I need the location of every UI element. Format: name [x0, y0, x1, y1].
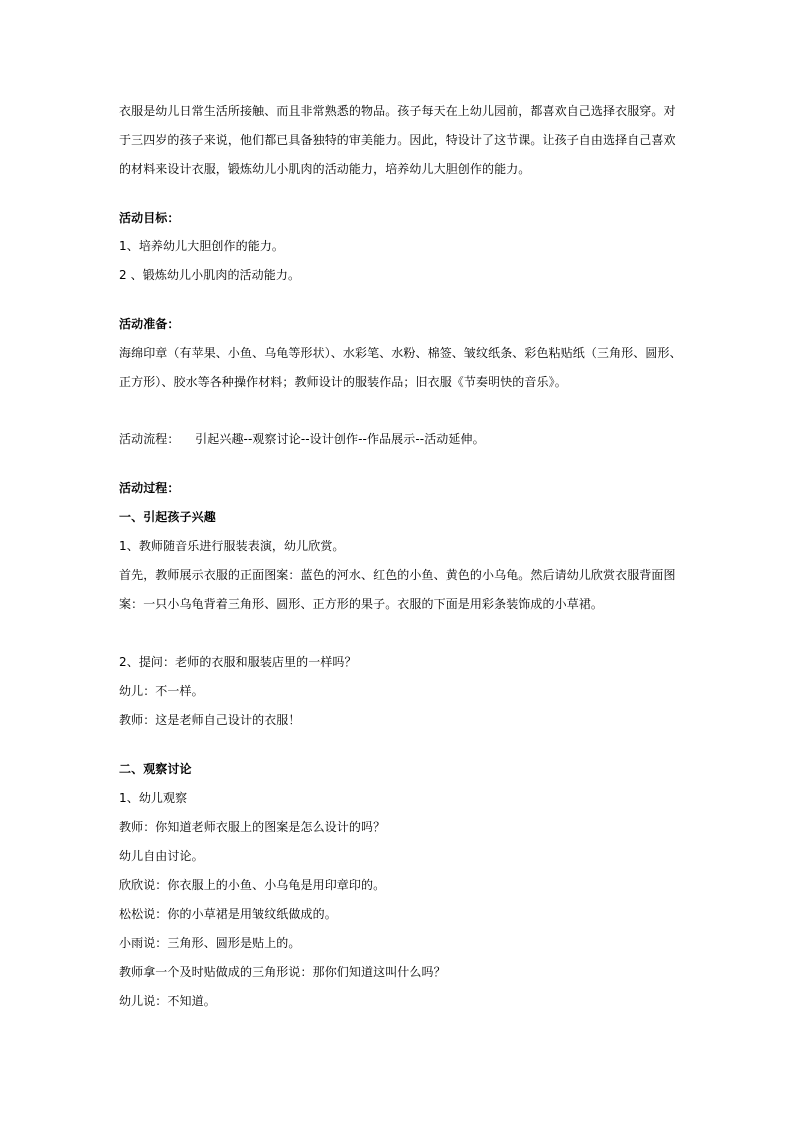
section-line: 1、幼儿观察	[119, 791, 188, 805]
section-line: 松松说：你的小草裙是用皱纹纸做成的。	[119, 907, 337, 921]
goal-item: 1、培养幼儿大胆创作的能力。	[119, 239, 285, 253]
section-line: 小雨说：三角形、圆形是贴上的。	[119, 936, 301, 950]
section-line: 首先，教师展示衣服的正面图案：蓝色的河水、红色的小鱼、黄色的小乌龟。然后请幼儿欣赏衣服背面图	[119, 568, 676, 582]
section-line: 欣欣说：你衣服上的小鱼、小乌龟是用印章印的。	[119, 878, 386, 892]
intro-line: 衣服是幼儿日常生活所接触、而且非常熟悉的物品。孩子每天在上幼儿园前，都喜欢自己选择衣服穿。对	[119, 104, 676, 118]
dialog-line: 教师：这是老师自己设计的衣服！	[119, 713, 301, 727]
section-line: 幼儿说：不知道。	[119, 994, 216, 1008]
section-line: 幼儿自由讨论。	[119, 849, 204, 863]
prep-line: 海绵印章（有苹果、小鱼、乌龟等形状）、水彩笔、水粉、棉签、皱纹纸条、彩色粘贴纸（三角形、圆形、	[119, 346, 682, 360]
intro-line: 的材料来设计衣服，锻炼幼儿小肌肉的活动能力，培养幼儿大胆创作的能力。	[119, 162, 531, 176]
process-heading: 活动过程：	[119, 481, 180, 495]
section-line: 1、教师随音乐进行服装表演，幼儿欣赏。	[119, 539, 345, 553]
flow-line: 活动流程： 引起兴趣--观察讨论--设计创作--作品展示--活动延伸。	[119, 432, 485, 446]
goals-heading: 活动目标：	[119, 211, 180, 225]
goal-item: 2 、锻炼幼儿小肌肉的活动能力。	[119, 268, 301, 282]
dialog-line: 2、提问：老师的衣服和服装店里的一样吗？	[119, 655, 357, 669]
section-line: 教师拿一个及时贴做成的三角形说：那你们知道这叫什么吗？	[119, 965, 446, 979]
section-line: 案：一只小乌龟背着三角形、圆形、正方形的果子。衣服的下面是用彩条装饰成的小草裙。	[119, 597, 604, 611]
intro-line: 于三四岁的孩子来说，他们都已具备独特的审美能力。因此，特设计了这节课。让孩子自由选择自己喜欢	[119, 133, 676, 147]
section-title: 二、观察讨论	[119, 762, 192, 776]
section-title: 一、引起孩子兴趣	[119, 510, 216, 524]
dialog-line: 幼儿：不一样。	[119, 684, 204, 698]
prep-heading: 活动准备：	[119, 317, 180, 331]
section-line: 教师：你知道老师衣服上的图案是怎么设计的吗？	[119, 820, 386, 834]
prep-line: 正方形）、胶水等各种操作材料；教师设计的服装作品；旧衣服《节奏明快的音乐》。	[119, 375, 567, 389]
